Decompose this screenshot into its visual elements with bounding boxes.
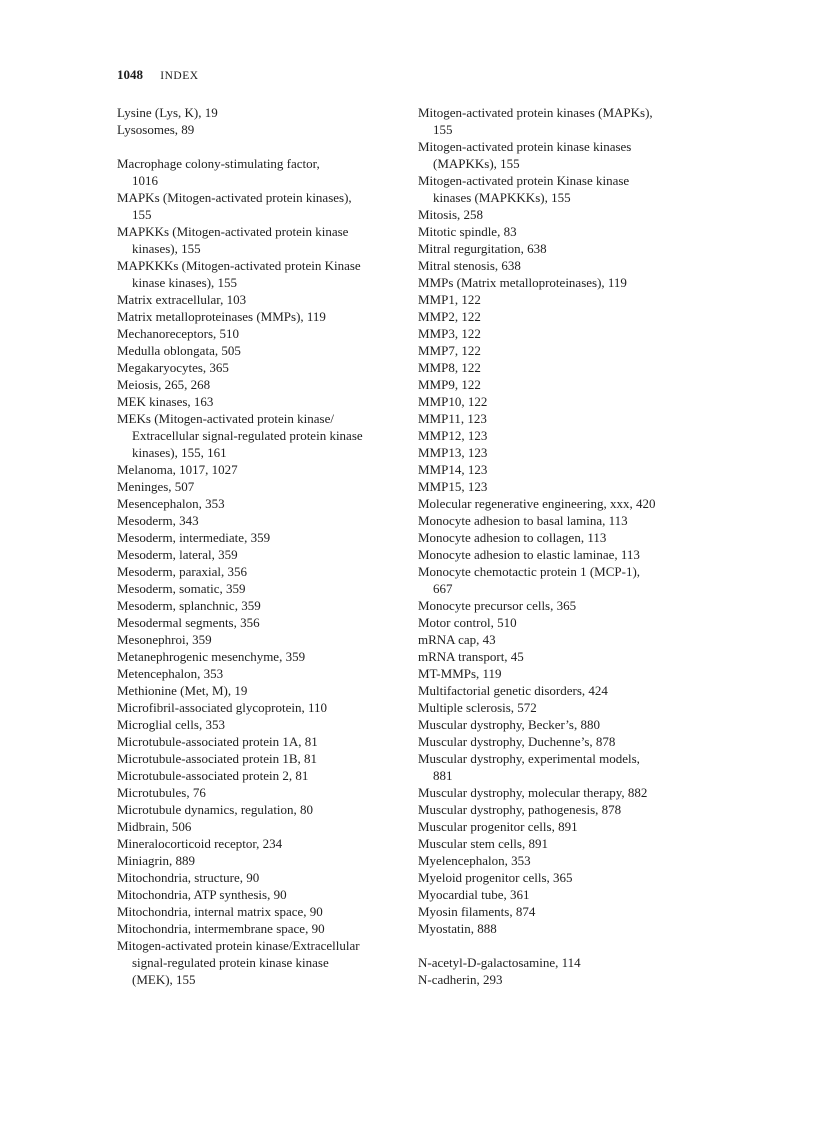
index-entry — [117, 580, 409, 597]
index-entry — [117, 699, 409, 716]
index-entry-term: Matrix extracellular, 103 — [117, 292, 247, 307]
index-entry — [117, 410, 409, 461]
index-entry-term: Monocyte adhesion to elastic laminae, 113 — [418, 547, 640, 562]
index-entry — [418, 971, 710, 988]
index-entry-term: Macrophage colony-stimulating factor, — [117, 156, 320, 171]
index-entry-term: Mitotic spindle, 83 — [418, 224, 517, 239]
index-entry-term: Mitochondria, internal matrix space, 90 — [117, 904, 323, 919]
index-entry-term: Microtubules, 76 — [117, 785, 206, 800]
index-entry-term: Mesoderm, paraxial, 356 — [117, 564, 247, 579]
index-entry-term: Muscular dystrophy, experimental models, — [418, 751, 640, 766]
index-entry-term: Mitochondria, structure, 90 — [117, 870, 260, 885]
index-entry — [117, 121, 409, 138]
index-entry — [418, 648, 710, 665]
index-entry — [117, 359, 409, 376]
index-entry-term: Megakaryocytes, 365 — [117, 360, 229, 375]
index-entry — [117, 682, 409, 699]
index-entry-continuation: kinase kinases), 155 — [132, 275, 238, 290]
index-entry — [418, 291, 710, 308]
index-entry-term: Mesencephalon, 353 — [117, 496, 225, 511]
index-entry — [418, 546, 710, 563]
index-entry-term: MMPs (Matrix metalloproteinases), 119 — [418, 275, 627, 290]
index-entry-term: Matrix metalloproteinases (MMPs), 119 — [117, 309, 326, 324]
index-entry-term: mRNA cap, 43 — [418, 632, 496, 647]
index-entry-term: Mesodermal segments, 356 — [117, 615, 260, 630]
index-entry — [418, 563, 710, 597]
index-entry — [117, 257, 409, 291]
index-entry-term: Lysine (Lys, K), 19 — [117, 105, 218, 120]
index-entry — [117, 308, 409, 325]
index-entry-term: Metanephrogenic mesenchyme, 359 — [117, 649, 306, 664]
index-entry — [117, 801, 409, 818]
index-entry-term: Microtubule-associated protein 1B, 81 — [117, 751, 318, 766]
index-entry — [418, 665, 710, 682]
index-entry — [117, 886, 409, 903]
index-entry — [117, 155, 409, 189]
index-entry — [418, 750, 710, 784]
index-entry-term: Microtubule-associated protein 1A, 81 — [117, 734, 318, 749]
index-entry-term: Mitochondria, ATP synthesis, 90 — [117, 887, 287, 902]
index-entry-term: Mitral regurgitation, 638 — [418, 241, 547, 256]
index-entry — [418, 699, 710, 716]
index-entry-term: Monocyte chemotactic protein 1 (MCP-1), — [418, 564, 641, 579]
index-entry-term: MMP9, 122 — [418, 377, 481, 392]
index-entry-term: MMP14, 123 — [418, 462, 488, 477]
index-entry — [418, 257, 710, 274]
index-entry-term: Mitogen-activated protein Kinase kinase — [418, 173, 630, 188]
index-entry-term: Microtubule dynamics, regulation, 80 — [117, 802, 314, 817]
index-entry — [117, 597, 409, 614]
index-entry — [418, 325, 710, 342]
index-entry-term: Mechanoreceptors, 510 — [117, 326, 240, 341]
index-entry-term: Muscular progenitor cells, 891 — [418, 819, 578, 834]
index-entry-continuation: 155 — [132, 207, 152, 222]
index-entry — [117, 869, 409, 886]
index-entry-term: Mesoderm, lateral, 359 — [117, 547, 238, 562]
index-entry — [117, 903, 409, 920]
index-entry-term: MMP11, 123 — [418, 411, 487, 426]
index-entry-term: Mesoderm, 343 — [117, 513, 199, 528]
index-entry — [418, 512, 710, 529]
index-entry-continuation: 1016 — [132, 173, 158, 188]
index-entry-term: Mitral stenosis, 638 — [418, 258, 521, 273]
index-entry-term: MMP3, 122 — [418, 326, 481, 341]
index-entry-term: Mesonephroi, 359 — [117, 632, 212, 647]
index-entry-term: MAPKs (Mitogen-activated protein kinases), — [117, 190, 352, 205]
index-entry — [117, 376, 409, 393]
index-entry-term: Mitogen-activated protein kinase/Extracellular — [117, 938, 360, 953]
index-entry-term: Mitochondria, intermembrane space, 90 — [117, 921, 325, 936]
index-entry-continuation: kinases), 155 — [132, 241, 201, 256]
index-entry — [418, 376, 710, 393]
index-entry-term: Melanoma, 1017, 1027 — [117, 462, 238, 477]
index-entry-continuation: signal-regulated protein kinase kinase — [132, 955, 329, 970]
index-entry-term: Multifactorial genetic disorders, 424 — [418, 683, 608, 698]
index-entry-term: Microfibril-associated glycoprotein, 110 — [117, 700, 327, 715]
index-entry — [117, 104, 409, 121]
index-entry-term: Miniagrin, 889 — [117, 853, 195, 868]
index-entry — [418, 869, 710, 886]
index-entry — [418, 801, 710, 818]
index-entry-term: MMP15, 123 — [418, 479, 488, 494]
index-entry — [117, 495, 409, 512]
index-entry — [418, 240, 710, 257]
index-entry-term: Monocyte adhesion to basal lamina, 113 — [418, 513, 628, 528]
index-entry — [117, 529, 409, 546]
index-entry-continuation: 881 — [433, 768, 453, 783]
index-entry-term: Myeloid progenitor cells, 365 — [418, 870, 573, 885]
index-entry-term: Midbrain, 506 — [117, 819, 192, 834]
index-entry-term: Myelencephalon, 353 — [418, 853, 531, 868]
index-entry-term: MT-MMPs, 119 — [418, 666, 502, 681]
index-entry — [117, 393, 409, 410]
index-entry-continuation: 667 — [433, 581, 453, 596]
index-entry — [117, 818, 409, 835]
index-entry — [418, 682, 710, 699]
page-number: 1048 — [117, 67, 143, 82]
index-entry-term: Microtubule-associated protein 2, 81 — [117, 768, 309, 783]
index-entry — [117, 563, 409, 580]
index-entry-continuation: 155 — [433, 122, 453, 137]
index-entry — [418, 359, 710, 376]
index-entry — [117, 512, 409, 529]
index-entry — [117, 461, 409, 478]
index-entry — [117, 665, 409, 682]
index-entry — [117, 291, 409, 308]
index-entry-term: mRNA transport, 45 — [418, 649, 524, 664]
index-entry-term: MMP7, 122 — [418, 343, 481, 358]
index-entry-term: Molecular regenerative engineering, xxx, 420 — [418, 496, 656, 511]
index-entry — [117, 716, 409, 733]
index-entry-term: Mineralocorticoid receptor, 234 — [117, 836, 283, 851]
index-entry-term: Mesoderm, intermediate, 359 — [117, 530, 271, 545]
index-entry — [117, 852, 409, 869]
index-entry — [117, 767, 409, 784]
index-entry-term: MMP2, 122 — [418, 309, 481, 324]
index-entry-term: Meninges, 507 — [117, 479, 195, 494]
index-entry-term: Muscular dystrophy, molecular therapy, 882 — [418, 785, 648, 800]
index-entry-term: MMP1, 122 — [418, 292, 481, 307]
index-entry — [418, 104, 710, 138]
index-entry — [418, 308, 710, 325]
index-entry — [117, 784, 409, 801]
index-entry-continuation: (MAPKKs), 155 — [433, 156, 520, 171]
index-entry — [418, 631, 710, 648]
index-entry-term: Metencephalon, 353 — [117, 666, 224, 681]
index-entry-term: Muscular dystrophy, pathogenesis, 878 — [418, 802, 622, 817]
index-entry-term: MMP8, 122 — [418, 360, 481, 375]
index-entry — [117, 223, 409, 257]
index-entry — [418, 172, 710, 206]
index-entry — [117, 648, 409, 665]
index-entry — [418, 784, 710, 801]
index-entry-continuation: kinases), 155, 161 — [132, 445, 227, 460]
index-entry-term: Myosin filaments, 874 — [418, 904, 536, 919]
index-entry — [418, 886, 710, 903]
index-entry-term: Muscular dystrophy, Duchenne’s, 878 — [418, 734, 616, 749]
section-title: INDEX — [160, 70, 199, 82]
index-entry-term: N-cadherin, 293 — [418, 972, 503, 987]
index-entry-term: N-acetyl-D-galactosamine, 114 — [418, 955, 581, 970]
index-entry — [418, 427, 710, 444]
index-entry — [418, 410, 710, 427]
index-entry — [418, 903, 710, 920]
index-entry — [418, 461, 710, 478]
index-entry-continuation: kinases (MAPKKKs), 155 — [433, 190, 571, 205]
index-entry-term: MMP13, 123 — [418, 445, 488, 460]
index-entry-term: Mitogen-activated protein kinase kinases — [418, 139, 632, 154]
index-entry-term: Methionine (Met, M), 19 — [117, 683, 248, 698]
index-entry — [117, 342, 409, 359]
index-entry-term: Monocyte adhesion to collagen, 113 — [418, 530, 607, 545]
index-entry — [418, 614, 710, 631]
index-entry-term: MMP12, 123 — [418, 428, 488, 443]
index-entry — [418, 393, 710, 410]
index-entry — [418, 920, 710, 937]
index-entry — [418, 597, 710, 614]
index-entry-term: Multiple sclerosis, 572 — [418, 700, 537, 715]
index-entry — [117, 920, 409, 937]
index-entry-continuation: (MEK), 155 — [132, 972, 196, 987]
index-entry-term: MEKs (Mitogen-activated protein kinase/ — [117, 411, 334, 426]
index-entry-term: Mitogen-activated protein kinases (MAPKs), — [418, 105, 653, 120]
index-entry — [117, 733, 409, 750]
index-entry-term: Meiosis, 265, 268 — [117, 377, 211, 392]
index-entry — [117, 631, 409, 648]
index-entry-term: Myocardial tube, 361 — [418, 887, 530, 902]
index-entry — [117, 614, 409, 631]
index-entry — [117, 546, 409, 563]
index-entry-term: Mesoderm, somatic, 359 — [117, 581, 246, 596]
index-entry — [117, 189, 409, 223]
index-entry-continuation: Extracellular signal-regulated protein kinase — [132, 428, 363, 443]
index-entry — [418, 274, 710, 291]
index-entry — [418, 223, 710, 240]
index-entry — [117, 750, 409, 767]
index-entry-term: MEK kinases, 163 — [117, 394, 214, 409]
index-entry — [418, 954, 710, 971]
index-column-right — [418, 104, 710, 988]
index-entry — [418, 716, 710, 733]
index-entry — [418, 818, 710, 835]
index-entry — [418, 478, 710, 495]
running-head — [117, 66, 199, 85]
index-entry-term: Mitosis, 258 — [418, 207, 484, 222]
index-entry-term: Muscular dystrophy, Becker’s, 880 — [418, 717, 600, 732]
index-entry-term: MAPKKs (Mitogen-activated protein kinase — [117, 224, 349, 239]
index-entry-term: Myostatin, 888 — [418, 921, 497, 936]
index-entry-term: Mesoderm, splanchnic, 359 — [117, 598, 261, 613]
index-entry — [418, 852, 710, 869]
index-entry-term: Microglial cells, 353 — [117, 717, 225, 732]
index-entry-term: Medulla oblongata, 505 — [117, 343, 241, 358]
index-entry — [418, 342, 710, 359]
index-entry — [418, 529, 710, 546]
index-entry — [117, 937, 409, 988]
index-entry-term: Muscular stem cells, 891 — [418, 836, 548, 851]
index-entry-term: Lysosomes, 89 — [117, 122, 195, 137]
index-entry — [418, 733, 710, 750]
index-entry — [418, 835, 710, 852]
index-entry — [418, 444, 710, 461]
index-entry — [117, 478, 409, 495]
index-entry — [117, 325, 409, 342]
index-entry-term: MMP10, 122 — [418, 394, 488, 409]
index-entry-term: Motor control, 510 — [418, 615, 517, 630]
index-entry — [418, 206, 710, 223]
index-entry — [418, 495, 710, 512]
index-entry-term: Monocyte precursor cells, 365 — [418, 598, 577, 613]
index-entry-term: MAPKKKs (Mitogen-activated protein Kinase — [117, 258, 361, 273]
index-entry — [117, 835, 409, 852]
index-entry — [418, 138, 710, 172]
index-column-left — [117, 104, 409, 988]
